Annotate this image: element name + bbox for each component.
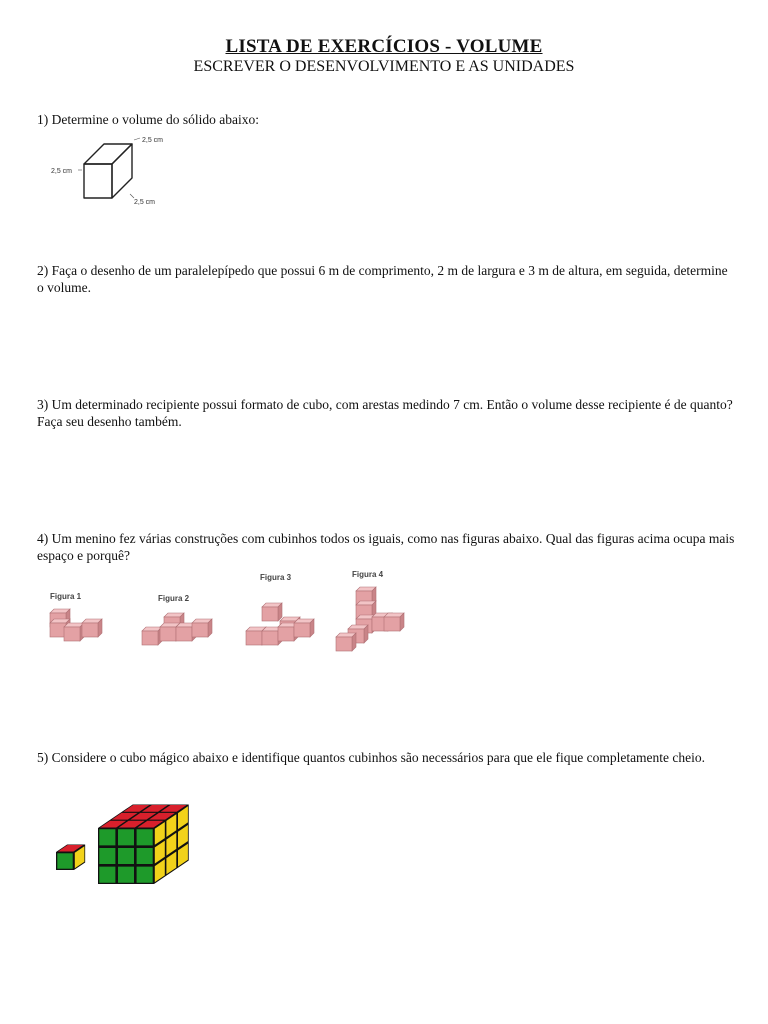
cube-figure [48, 132, 178, 212]
figure-1-blocks [50, 609, 102, 641]
page-title: LISTA DE EXERCÍCIOS - VOLUME [225, 36, 543, 57]
rubik-sticker [57, 853, 72, 868]
figure-4-blocks [336, 587, 404, 651]
rubik-cube-figure [50, 782, 210, 887]
rubik-sticker [137, 848, 153, 864]
rubik-sticker [118, 867, 134, 883]
figure-2-blocks [142, 613, 212, 645]
rubik-cube-front-face [99, 829, 152, 882]
rubik-sticker [99, 829, 115, 845]
question-2-text: 2) Faça o desenho de um paralelepípedo que possui 6 m de comprimento, 2 m de largura e 3 m de altura, em seguida, determine o volume. [37, 263, 728, 295]
small-cube-front-face [57, 853, 72, 868]
figure-1-label: Figura 1 [50, 592, 82, 601]
figure-3-blocks [246, 603, 314, 645]
rubik-sticker [137, 829, 153, 845]
edge-label-bottom: 2,5 cm [134, 199, 156, 206]
rubik-sticker [118, 829, 134, 845]
page-subtitle: ESCREVER O DESENVOLVIMENTO E AS UNIDADES [193, 58, 575, 75]
question-5-text: 5) Considere o cubo mágico abaixo e identifique quantos cubinhos são necessários para que ele fique completamente cheio. [37, 750, 706, 765]
edge-label-left: 2,5 cm [51, 168, 73, 175]
figure-3-label: Figura 3 [260, 573, 292, 582]
question-3-text: 3) Um determinado recipiente possui formato de cubo, com arestas medindo 7 cm. Então o volume desse recipiente é de quanto? Faça seu desenho também. [37, 397, 733, 429]
rubik-sticker [118, 848, 134, 864]
block-figures [36, 565, 416, 660]
question-1-text: 1) Determine o volume do sólido abaixo: [37, 112, 259, 127]
rubik-sticker [99, 867, 115, 883]
figure-4-label: Figura 4 [352, 570, 384, 579]
edge-label-top: 2,5 cm [142, 137, 164, 144]
rubik-sticker [99, 848, 115, 864]
figure-2-label: Figura 2 [158, 594, 190, 603]
rubik-sticker [137, 867, 153, 883]
question-4-text: 4) Um menino fez várias construções com cubinhos todos os iguais, como nas figuras abaixo. Qual das figuras acima ocupa mais espaço e porquê? [37, 531, 735, 563]
